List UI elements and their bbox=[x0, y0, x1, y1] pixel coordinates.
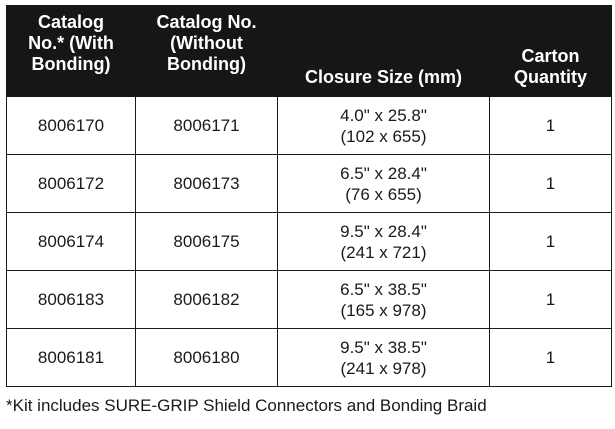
cell-quantity: 1 bbox=[490, 213, 612, 271]
header-line: Closure Size (mm) bbox=[304, 67, 463, 87]
table-row bbox=[7, 329, 612, 387]
table-row bbox=[7, 155, 612, 213]
table-row bbox=[7, 213, 612, 271]
cell-without-bonding: 8006175 bbox=[136, 213, 278, 271]
closure-size-inches: 4.0" x 25.8" bbox=[340, 105, 427, 125]
closure-size-inches: 6.5" x 38.5" bbox=[340, 279, 427, 299]
closure-size-inches: 9.5" x 38.5" bbox=[340, 337, 427, 357]
cell-closure-size bbox=[278, 213, 490, 271]
header-line: Catalog No. bbox=[156, 12, 257, 32]
footnote: *Kit includes SURE-GRIP Shield Connectors and Bonding Braid bbox=[6, 396, 487, 415]
cell-with-bonding: 8006174 bbox=[7, 213, 136, 271]
closure-size-mm: (102 x 655) bbox=[340, 126, 427, 146]
cell-with-bonding: 8006170 bbox=[7, 97, 136, 155]
cell-closure-size bbox=[278, 329, 490, 387]
catalog-table bbox=[6, 5, 612, 387]
table-row bbox=[7, 97, 612, 155]
cell-without-bonding: 8006171 bbox=[136, 97, 278, 155]
table-body bbox=[7, 97, 612, 387]
table-header bbox=[7, 6, 612, 97]
closure-size-inches: 6.5" x 28.4" bbox=[340, 163, 427, 183]
header-closure-size bbox=[278, 6, 490, 97]
cell-closure-size bbox=[278, 155, 490, 213]
cell-without-bonding: 8006182 bbox=[136, 271, 278, 329]
header-line: Catalog bbox=[37, 12, 104, 32]
header-catalog-without-bonding bbox=[136, 6, 278, 97]
closure-size-mm: (241 x 721) bbox=[340, 242, 427, 262]
cell-with-bonding: 8006183 bbox=[7, 271, 136, 329]
closure-size-mm: (165 x 978) bbox=[340, 300, 427, 320]
closure-size-inches: 9.5" x 28.4" bbox=[340, 221, 427, 241]
table-row bbox=[7, 271, 612, 329]
header-line: (Without bbox=[170, 33, 243, 53]
header-carton-quantity bbox=[490, 6, 612, 97]
cell-closure-size bbox=[278, 271, 490, 329]
cell-with-bonding: 8006172 bbox=[7, 155, 136, 213]
header-line: No.* (With bbox=[28, 33, 114, 53]
header-line: Quantity bbox=[513, 67, 587, 87]
cell-without-bonding: 8006173 bbox=[136, 155, 278, 213]
header-line: Bonding) bbox=[167, 54, 246, 74]
header-line: Bonding) bbox=[31, 54, 111, 74]
cell-without-bonding: 8006180 bbox=[136, 329, 278, 387]
cell-quantity: 1 bbox=[490, 329, 612, 387]
cell-quantity: 1 bbox=[490, 271, 612, 329]
header-line: Carton bbox=[521, 46, 580, 66]
header-catalog-with-bonding bbox=[7, 6, 136, 97]
closure-size-mm: (241 x 978) bbox=[340, 358, 427, 378]
header-row bbox=[7, 6, 612, 97]
cell-with-bonding: 8006181 bbox=[7, 329, 136, 387]
cell-quantity: 1 bbox=[490, 155, 612, 213]
closure-size-mm: (76 x 655) bbox=[345, 184, 422, 204]
cell-quantity: 1 bbox=[490, 97, 612, 155]
cell-closure-size bbox=[278, 97, 490, 155]
